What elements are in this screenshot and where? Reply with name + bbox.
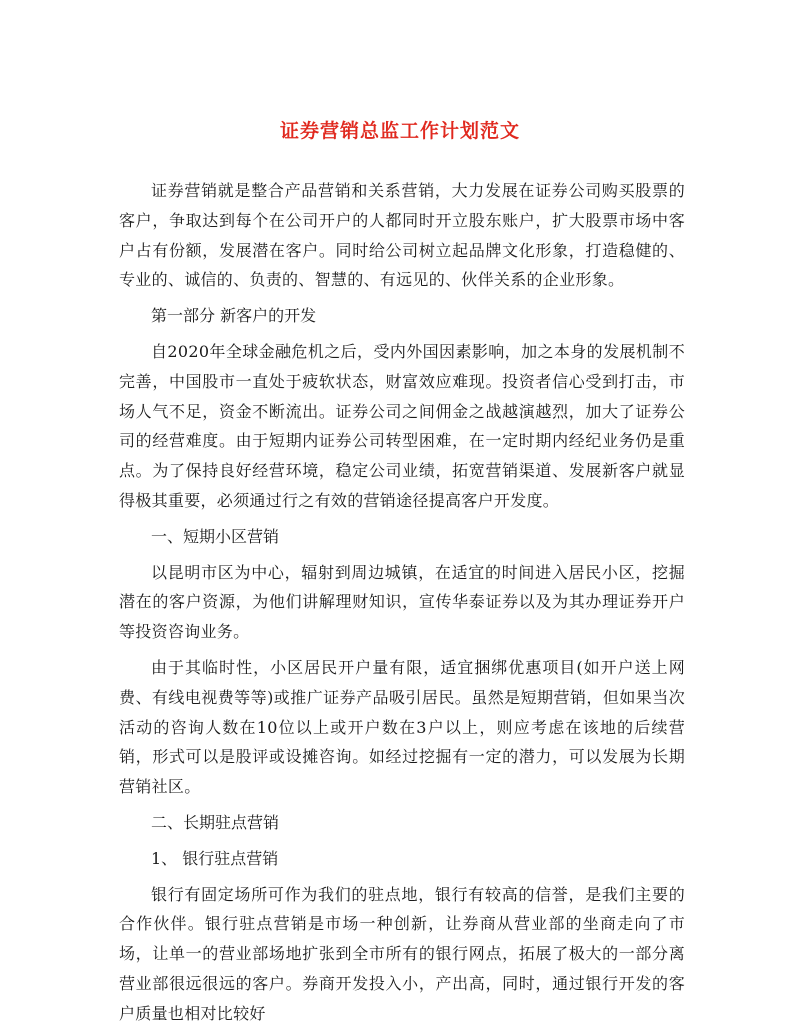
section-heading-part-one: 第一部分 新客户的开发 xyxy=(151,306,317,326)
document-title: 证券营销总监工作计划范文 xyxy=(279,120,520,142)
intro-paragraph: 证券营销就是整合产品营销和关系营销，大力发展在证券公司购买股票的客户，争取达到每个在公司开户的人都同时开立股东账户，扩大股票市场中客户占有份额，发展潜在客户。同时给公司树立起品牌文化形象，打造稳健的、专业的、诚信的、负责的、智慧的、有远见的、伙伴关系的企业形象。 xyxy=(119,181,685,290)
paragraph-bank-marketing: 银行有固定场所可作为我们的驻点地，银行有较高的信誉，是我们主要的合作伙伴。银行驻点营销是市场一种创新，让券商从营业部的坐商走向了市场，让单一的营业部场地扩张到全市所有的银行网点，拓展了极大的一部分离营业部很远很远的客户。券商开发投入小，产出高，同时，通过银行开发的客户质量也相对比较好 xyxy=(119,884,685,1023)
subheading-long-term: 二、长期驻点营销 xyxy=(151,812,280,832)
paragraph-temporary-nature: 由于其临时性，小区居民开户量有限，适宜捆绑优惠项目(如开户送上网费、有线电视费等等)或推广证券产品吸引居民。虽然是短期营销，但如果当次活动的咨询人数在10位以上或开户数在3户以上，则应考虑在该地的后续营销，形式可以是股评或设摊咨询。如经过挖掘有一定的潜力，可以发展为长期营销社区。 xyxy=(119,657,685,797)
paragraph-market-background: 自2020年全球金融危机之后，受内外国因素影响，加之本身的发展机制不完善，中国股市一直处于疲软状态，财富效应难现。投资者信心受到打击，市场人气不足，资金不断流出。证券公司之间佣金之战越演越烈，加大了证券公司的经营难度。由于短期内证券公司转型困难，在一定时期内经纪业务仍是重点。为了保持良好经营环境，稳定公司业绩，拓宽营销渠道、发展新客户就显得极其重要，必须通过行之有效的营销途径提高客户开发度。 xyxy=(119,341,685,510)
document-body xyxy=(119,176,685,1029)
subheading-short-term: 一、短期小区营销 xyxy=(151,526,280,546)
paragraph-community-marketing: 以昆明市区为中心，辐射到周边城镇，在适宜的时间进入居民小区，挖掘潜在的客户资源，为他们讲解理财知识，宣传华泰证券以及为其办理证券开户等投资咨询业务。 xyxy=(119,562,685,642)
subheading-bank-marketing: 1、 银行驻点营销 xyxy=(151,848,279,868)
